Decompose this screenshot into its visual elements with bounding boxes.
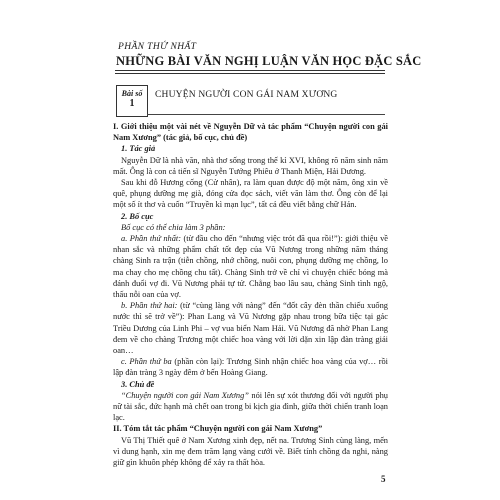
section-heading-2: II. Tóm tắt tác phẩm “Chuyện người con gái Nam Xương”	[113, 424, 323, 434]
theme-text: nói lên sự xót thương đối với người phụ nữ tài sắc, đức hạnh mà chết oan trong bi kịch gia đình, giữa thời chiến tranh loạn lạc.	[113, 390, 388, 423]
body-text	[113, 121, 388, 468]
summary-paragraph: Vũ Thị Thiết quê ở Nam Xương xinh đẹp, nết na. Trương Sinh cùng làng, mến vì dung hạnh, xin mẹ đem trăm lạng vàng cưới về. Biết tính chồng đa nghi, nàng giữ gìn khuôn phép không để xảy ra thất hòa.	[113, 435, 388, 468]
part-c-label: c. Phần thứ ba	[121, 357, 172, 367]
author-paragraph-2: Sau khi đỗ Hương cống (Cử nhân), ra làm quan được độ một năm, ông xin về quê, phụng dưỡng mẹ già, đóng cửa đọc sách, viết văn làm thơ. Ông còn để lại một số ít thơ và cuốn “Truyền kì mạn lục”, tất cả đều viết bằng chữ Hán.	[113, 178, 388, 210]
lesson-number: 1	[129, 98, 135, 109]
theme-paragraph	[113, 390, 388, 424]
part-a-text: (từ đầu cho đến “nhưng việc trót đã qua rồi!”): giới thiệu về nhan sắc và những phẩm chất tốt đẹp của Vũ Nương trong những năm tháng chàng Sinh ra trận (tiễn chồng, nhớ chồng, nuôi con, phụng dưỡng mẹ chồng, lo ma chay cho mẹ chồng chu tất). Chàng Sinh trở về chỉ vì chuyện chiếc bóng mà đánh đuổi vợ đi. Vũ Nương phải tự tử. Chẳng bao lâu sau, chàng Sinh tình ngộ, thấu nỗi oan của vợ.	[113, 234, 388, 300]
structure-part-b	[113, 300, 388, 356]
lesson-title: CHUYỆN NGƯỜI CON GÁI NAM XƯƠNG	[155, 90, 338, 100]
structure-part-c	[113, 356, 388, 378]
theme-work-title: “Chuyện người con gái Nam Xương”	[121, 390, 249, 400]
lesson-word: Bài số	[121, 89, 143, 98]
structure-part-a	[113, 233, 388, 300]
title-rule-top	[115, 70, 385, 71]
part-c-text: (phần còn lại): Trương Sinh nhận chiếc hoa vàng của vợ… rồi lập đàn tràng 3 ngày đêm ở bến Hoàng Giang.	[113, 357, 389, 378]
lesson-title-rule	[147, 114, 385, 115]
subheading-theme: 3. Chủ đề	[121, 379, 155, 389]
page-number: 5	[381, 474, 386, 484]
subheading-structure: 2. Bố cục	[121, 211, 154, 221]
author-paragraph-1: Nguyễn Dữ là nhà văn, nhà thơ sống trong thế kỉ XVI, không rõ năm sinh năm mất. Ông là con cả tiến sĩ Nguyễn Tướng Phiêu ở Thanh Miện, Hải Dương.	[113, 155, 388, 176]
part-a-label: a. Phần thứ nhất:	[121, 234, 182, 244]
lesson-number-box	[116, 85, 148, 117]
part-b-label: b. Phần thứ hai:	[121, 301, 178, 311]
section-heading-1: I. Giới thiệu một vài nét về Nguyễn Dữ và tác phẩm “Chuyện người con gái Nam Xương” (tác giả, bố cục, chủ đề)	[113, 122, 388, 143]
subheading-author: 1. Tác giả	[121, 144, 156, 154]
structure-intro: Bố cục có thể chia làm 3 phần:	[121, 222, 226, 232]
title-rule-bottom	[115, 73, 385, 74]
part-b-text: (từ “cùng làng với nàng” đến “đốt cây đèn thần chiếu xuống nước thì sẽ trở về”): Phan Lang và Vũ Nương gặp nhau trong bữa tiệc tại gác Triều Dương của Linh Phi – vợ vua biển Nam Hải. Vũ Nương đã nhờ Phan Lang đem về cho chàng Trương một chiếc hoa vàng với lời dặn xin lập đàn tràng giải oan…	[113, 301, 388, 356]
part-label: PHẦN THỨ NHẤT	[118, 42, 197, 52]
main-title: NHỮNG BÀI VĂN NGHỊ LUẬN VĂN HỌC ĐẶC SẮC	[116, 54, 422, 68]
